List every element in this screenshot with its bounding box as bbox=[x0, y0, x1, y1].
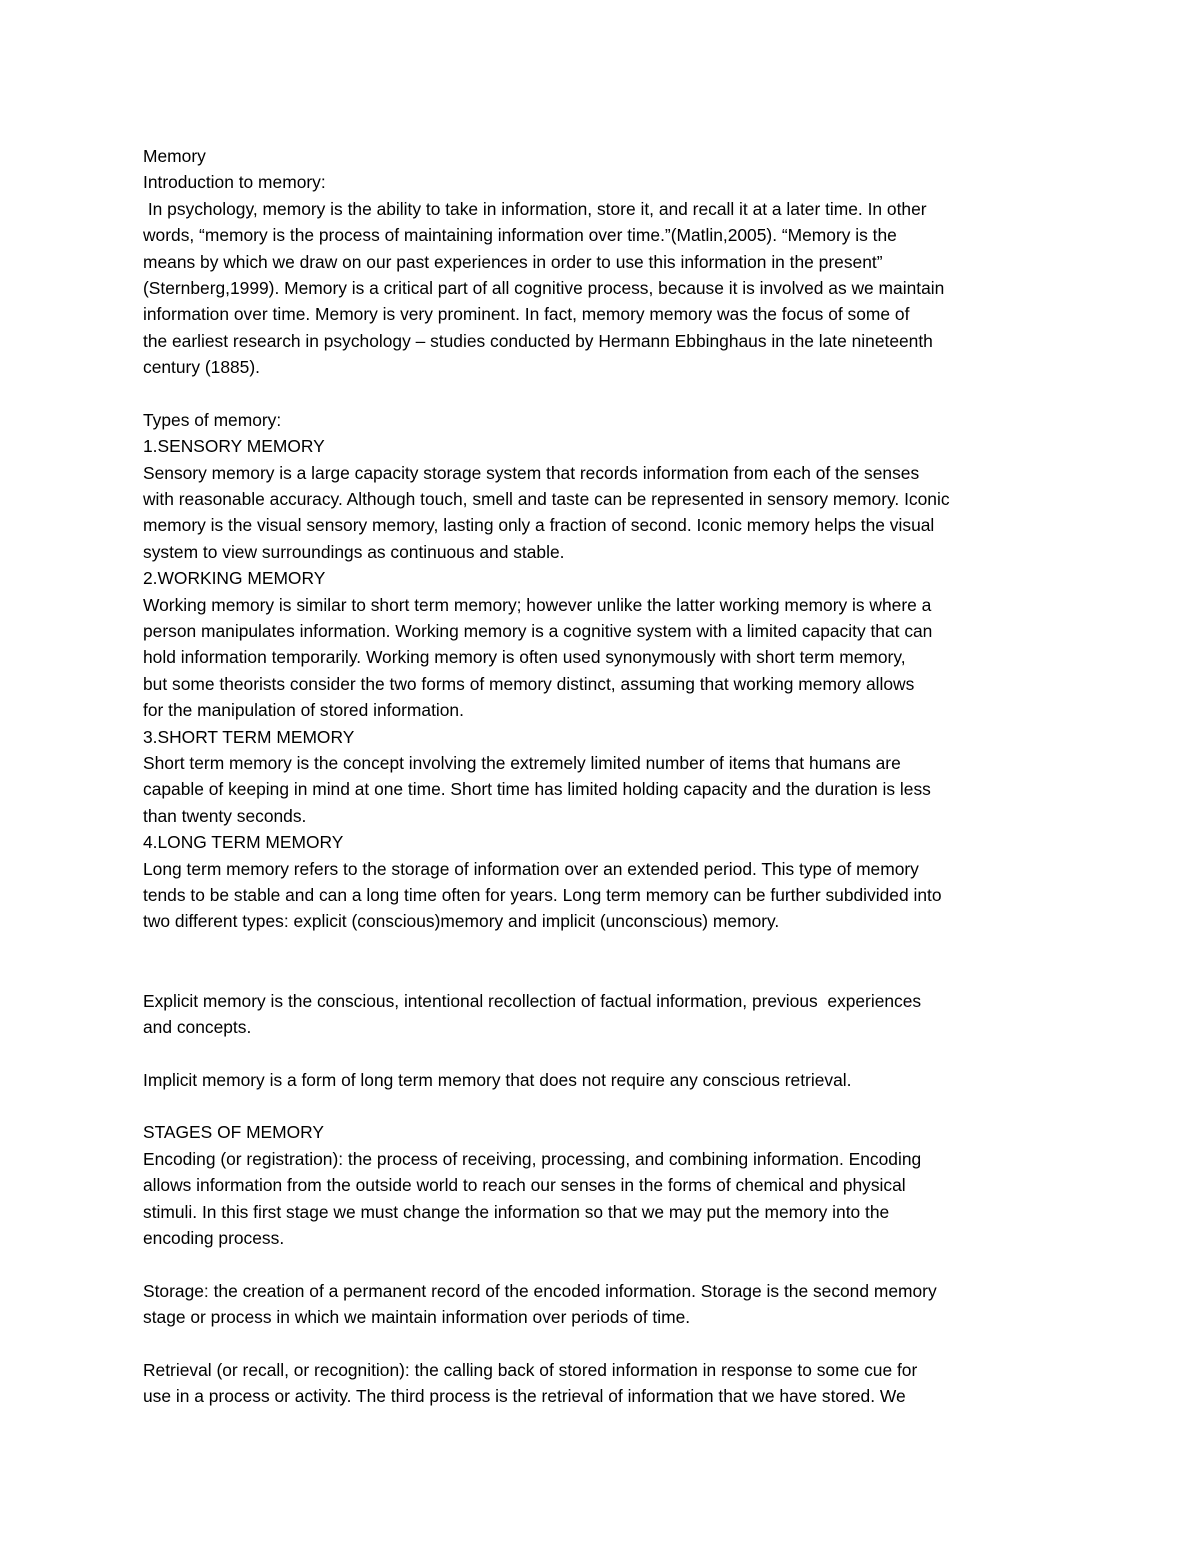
text-line: Introduction to memory: bbox=[143, 172, 326, 193]
text-line: words, “memory is the process of maintaining information over time.”(Matlin,2005). “Memory is the bbox=[143, 225, 897, 246]
text-line: for the manipulation of stored information. bbox=[143, 700, 464, 721]
blank-line bbox=[143, 1040, 1063, 1066]
text-line: In psychology, memory is the ability to take in information, store it, and recall it at a later time. In other bbox=[143, 198, 927, 219]
text-line: with reasonable accuracy. Although touch, smell and taste can be represented in sensory memory. Iconic bbox=[143, 489, 950, 510]
text-line: and concepts. bbox=[143, 1016, 252, 1037]
text-line: person manipulates information. Working memory is a cognitive system with a limited capacity that can bbox=[143, 621, 933, 642]
text-line: 1.SENSORY MEMORY bbox=[143, 436, 325, 457]
document-body bbox=[143, 143, 1063, 1410]
text-line: Types of memory: bbox=[143, 409, 282, 430]
text-line: 2.WORKING MEMORY bbox=[143, 568, 326, 589]
text-line: information over time. Memory is very prominent. In fact, memory memory was the focus of some of bbox=[143, 304, 910, 325]
text-line: memory is the visual sensory memory, lasting only a fraction of second. Iconic memory helps the visual bbox=[143, 515, 935, 536]
text-line: tends to be stable and can a long time often for years. Long term memory can be further subdivided into bbox=[143, 884, 942, 905]
text-line: Explicit memory is the conscious, intentional recollection of factual information, previous experiences bbox=[143, 990, 922, 1011]
text-line: Memory bbox=[143, 146, 206, 166]
text-line: system to view surroundings as continuous and stable. bbox=[143, 541, 565, 562]
text-line: the earliest research in psychology – studies conducted by Hermann Ebbinghaus in the late nineteenth bbox=[143, 330, 933, 351]
text-line: hold information temporarily. Working memory is often used synonymously with short term memory, bbox=[143, 647, 906, 668]
text-line: Long term memory refers to the storage of information over an extended period. This type of memory bbox=[143, 858, 919, 879]
text-line: century (1885). bbox=[143, 357, 260, 378]
text-line: but some theorists consider the two forms of memory distinct, assuming that working memory allows bbox=[143, 673, 915, 694]
blank-line bbox=[143, 935, 1063, 961]
blank-line bbox=[143, 1093, 1063, 1119]
text-line: Working memory is similar to short term memory; however unlike the latter working memory is where a bbox=[143, 594, 932, 615]
blank-line bbox=[143, 381, 1063, 407]
text-line: 4.LONG TERM MEMORY bbox=[143, 832, 344, 853]
text-line: 3.SHORT TERM MEMORY bbox=[143, 726, 355, 747]
text-line: means by which we draw on our past experiences in order to use this information in the present” bbox=[143, 251, 883, 272]
text-line: two different types: explicit (conscious)memory and implicit (unconscious) memory. bbox=[143, 911, 780, 932]
text-line: Retrieval (or recall, or recognition): the calling back of stored information in response to some cue for bbox=[143, 1359, 918, 1380]
blank-line bbox=[143, 1331, 1063, 1357]
text-line: stimuli. In this first stage we must change the information so that we may put the memory into the bbox=[143, 1201, 890, 1222]
text-line: than twenty seconds. bbox=[143, 805, 307, 826]
blank-line bbox=[143, 1251, 1063, 1277]
text-line: STAGES OF MEMORY bbox=[143, 1122, 325, 1143]
text-line: stage or process in which we maintain information over periods of time. bbox=[143, 1307, 691, 1328]
blank-line bbox=[143, 961, 1063, 987]
text-line: Encoding (or registration): the process of receiving, processing, and combining information. Encoding bbox=[143, 1148, 922, 1169]
text-line: Storage: the creation of a permanent record of the encoded information. Storage is the second memory bbox=[143, 1280, 937, 1301]
text-line: Sensory memory is a large capacity storage system that records information from each of the senses bbox=[143, 462, 920, 483]
text-line: encoding process. bbox=[143, 1228, 285, 1249]
text-line: capable of keeping in mind at one time. Short time has limited holding capacity and the duration is less bbox=[143, 779, 931, 800]
text-line: Implicit memory is a form of long term memory that does not require any conscious retrieval. bbox=[143, 1069, 852, 1090]
text-line: use in a process or activity. The third process is the retrieval of information that we have stored. We bbox=[143, 1386, 906, 1407]
text-line: (Sternberg,1999). Memory is a critical part of all cognitive process, because it is involved as we maintain bbox=[143, 277, 945, 298]
text-line: allows information from the outside world to reach our senses in the forms of chemical and physical bbox=[143, 1175, 906, 1196]
text-line: Short term memory is the concept involving the extremely limited number of items that humans are bbox=[143, 752, 901, 773]
